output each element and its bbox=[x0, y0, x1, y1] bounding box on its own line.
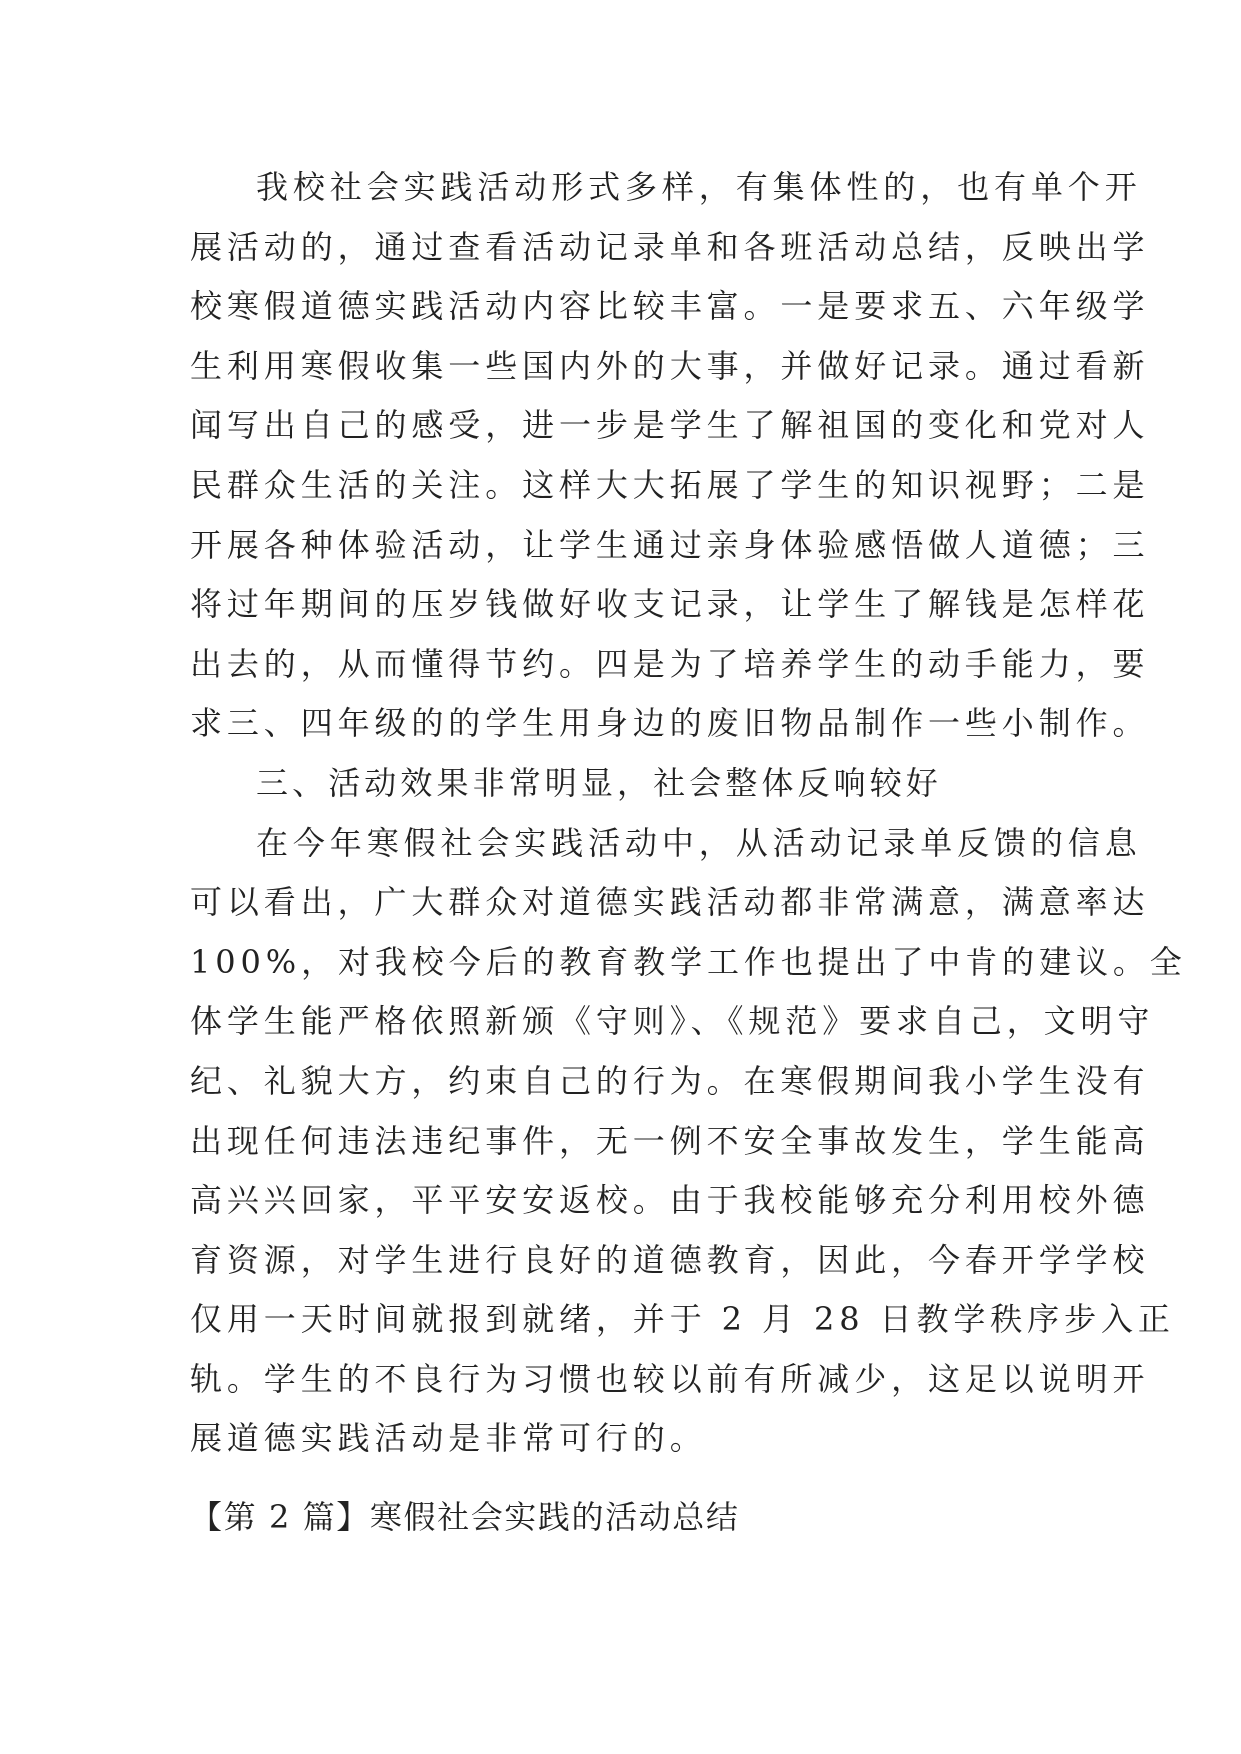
paragraph-line: 在今年寒假社会实践活动中，从活动记录单反馈的信息 bbox=[256, 823, 1142, 862]
paragraph-line: 出去的，从而懂得节约。四是为了培养学生的动手能力，要 bbox=[190, 644, 1150, 683]
paragraph-line: 民群众生活的关注。这样大大拓展了学生的知识视野；二是 bbox=[190, 465, 1150, 504]
paragraph-line: 闻写出自己的感受，进一步是学生了解祖国的变化和党对人 bbox=[190, 406, 1150, 445]
paragraph-line: 仅用一天时间就报到就绪，并于 2 月 28 日教学秩序步入正 bbox=[190, 1300, 1175, 1339]
paragraph-line: 校寒假道德实践活动内容比较丰富。一是要求五、六年级学 bbox=[190, 287, 1150, 326]
paragraph-line: 高兴兴回家，平平安安返校。由于我校能够充分利用校外德 bbox=[190, 1181, 1150, 1220]
paragraph-line: 生利用寒假收集一些国内外的大事，并做好记录。通过看新 bbox=[190, 346, 1150, 385]
paragraph-line: 开展各种体验活动，让学生通过亲身体验感悟做人道德；三 bbox=[190, 525, 1150, 564]
paragraph-line: 纪、礼貌大方，约束自己的行为。在寒假期间我小学生没有 bbox=[190, 1061, 1150, 1100]
paragraph-line: 100%，对我校今后的教育教学工作也提出了中肯的建议。全 bbox=[190, 942, 1187, 981]
paragraph-line: 展活动的，通过查看活动记录单和各班活动总结，反映出学 bbox=[190, 227, 1150, 266]
paragraph-line: 展道德实践活动是非常可行的。 bbox=[190, 1419, 707, 1458]
paragraph-line: 出现任何违法违纪事件，无一例不安全事故发生，学生能高 bbox=[190, 1121, 1150, 1160]
paragraph-line: 可以看出，广大群众对道德实践活动都非常满意，满意率达 bbox=[190, 883, 1150, 922]
paragraph-line: 体学生能严格依照新颁《守则》、《规范》要求自己，文明守 bbox=[190, 1002, 1155, 1041]
paragraph-line: 轨。学生的不良行为习惯也较以前有所减少，这足以说明开 bbox=[190, 1359, 1150, 1398]
paragraph-line: 将过年期间的压岁钱做好收支记录，让学生了解钱是怎样花 bbox=[190, 585, 1150, 624]
paragraph-line: 求三、四年级的的学生用身边的废旧物品制作一些小制作。 bbox=[190, 704, 1150, 743]
paragraph-line: 我校社会实践活动形式多样，有集体性的，也有单个开 bbox=[256, 168, 1142, 206]
article-title: 【第 2 篇】寒假社会实践的活动总结 bbox=[190, 1498, 740, 1536]
paragraph-line: 育资源，对学生进行良好的道德教育，因此，今春开学学校 bbox=[190, 1240, 1150, 1279]
body-text bbox=[190, 158, 1187, 1469]
section-heading: 三、活动效果非常明显，社会整体反响较好 bbox=[256, 763, 942, 802]
